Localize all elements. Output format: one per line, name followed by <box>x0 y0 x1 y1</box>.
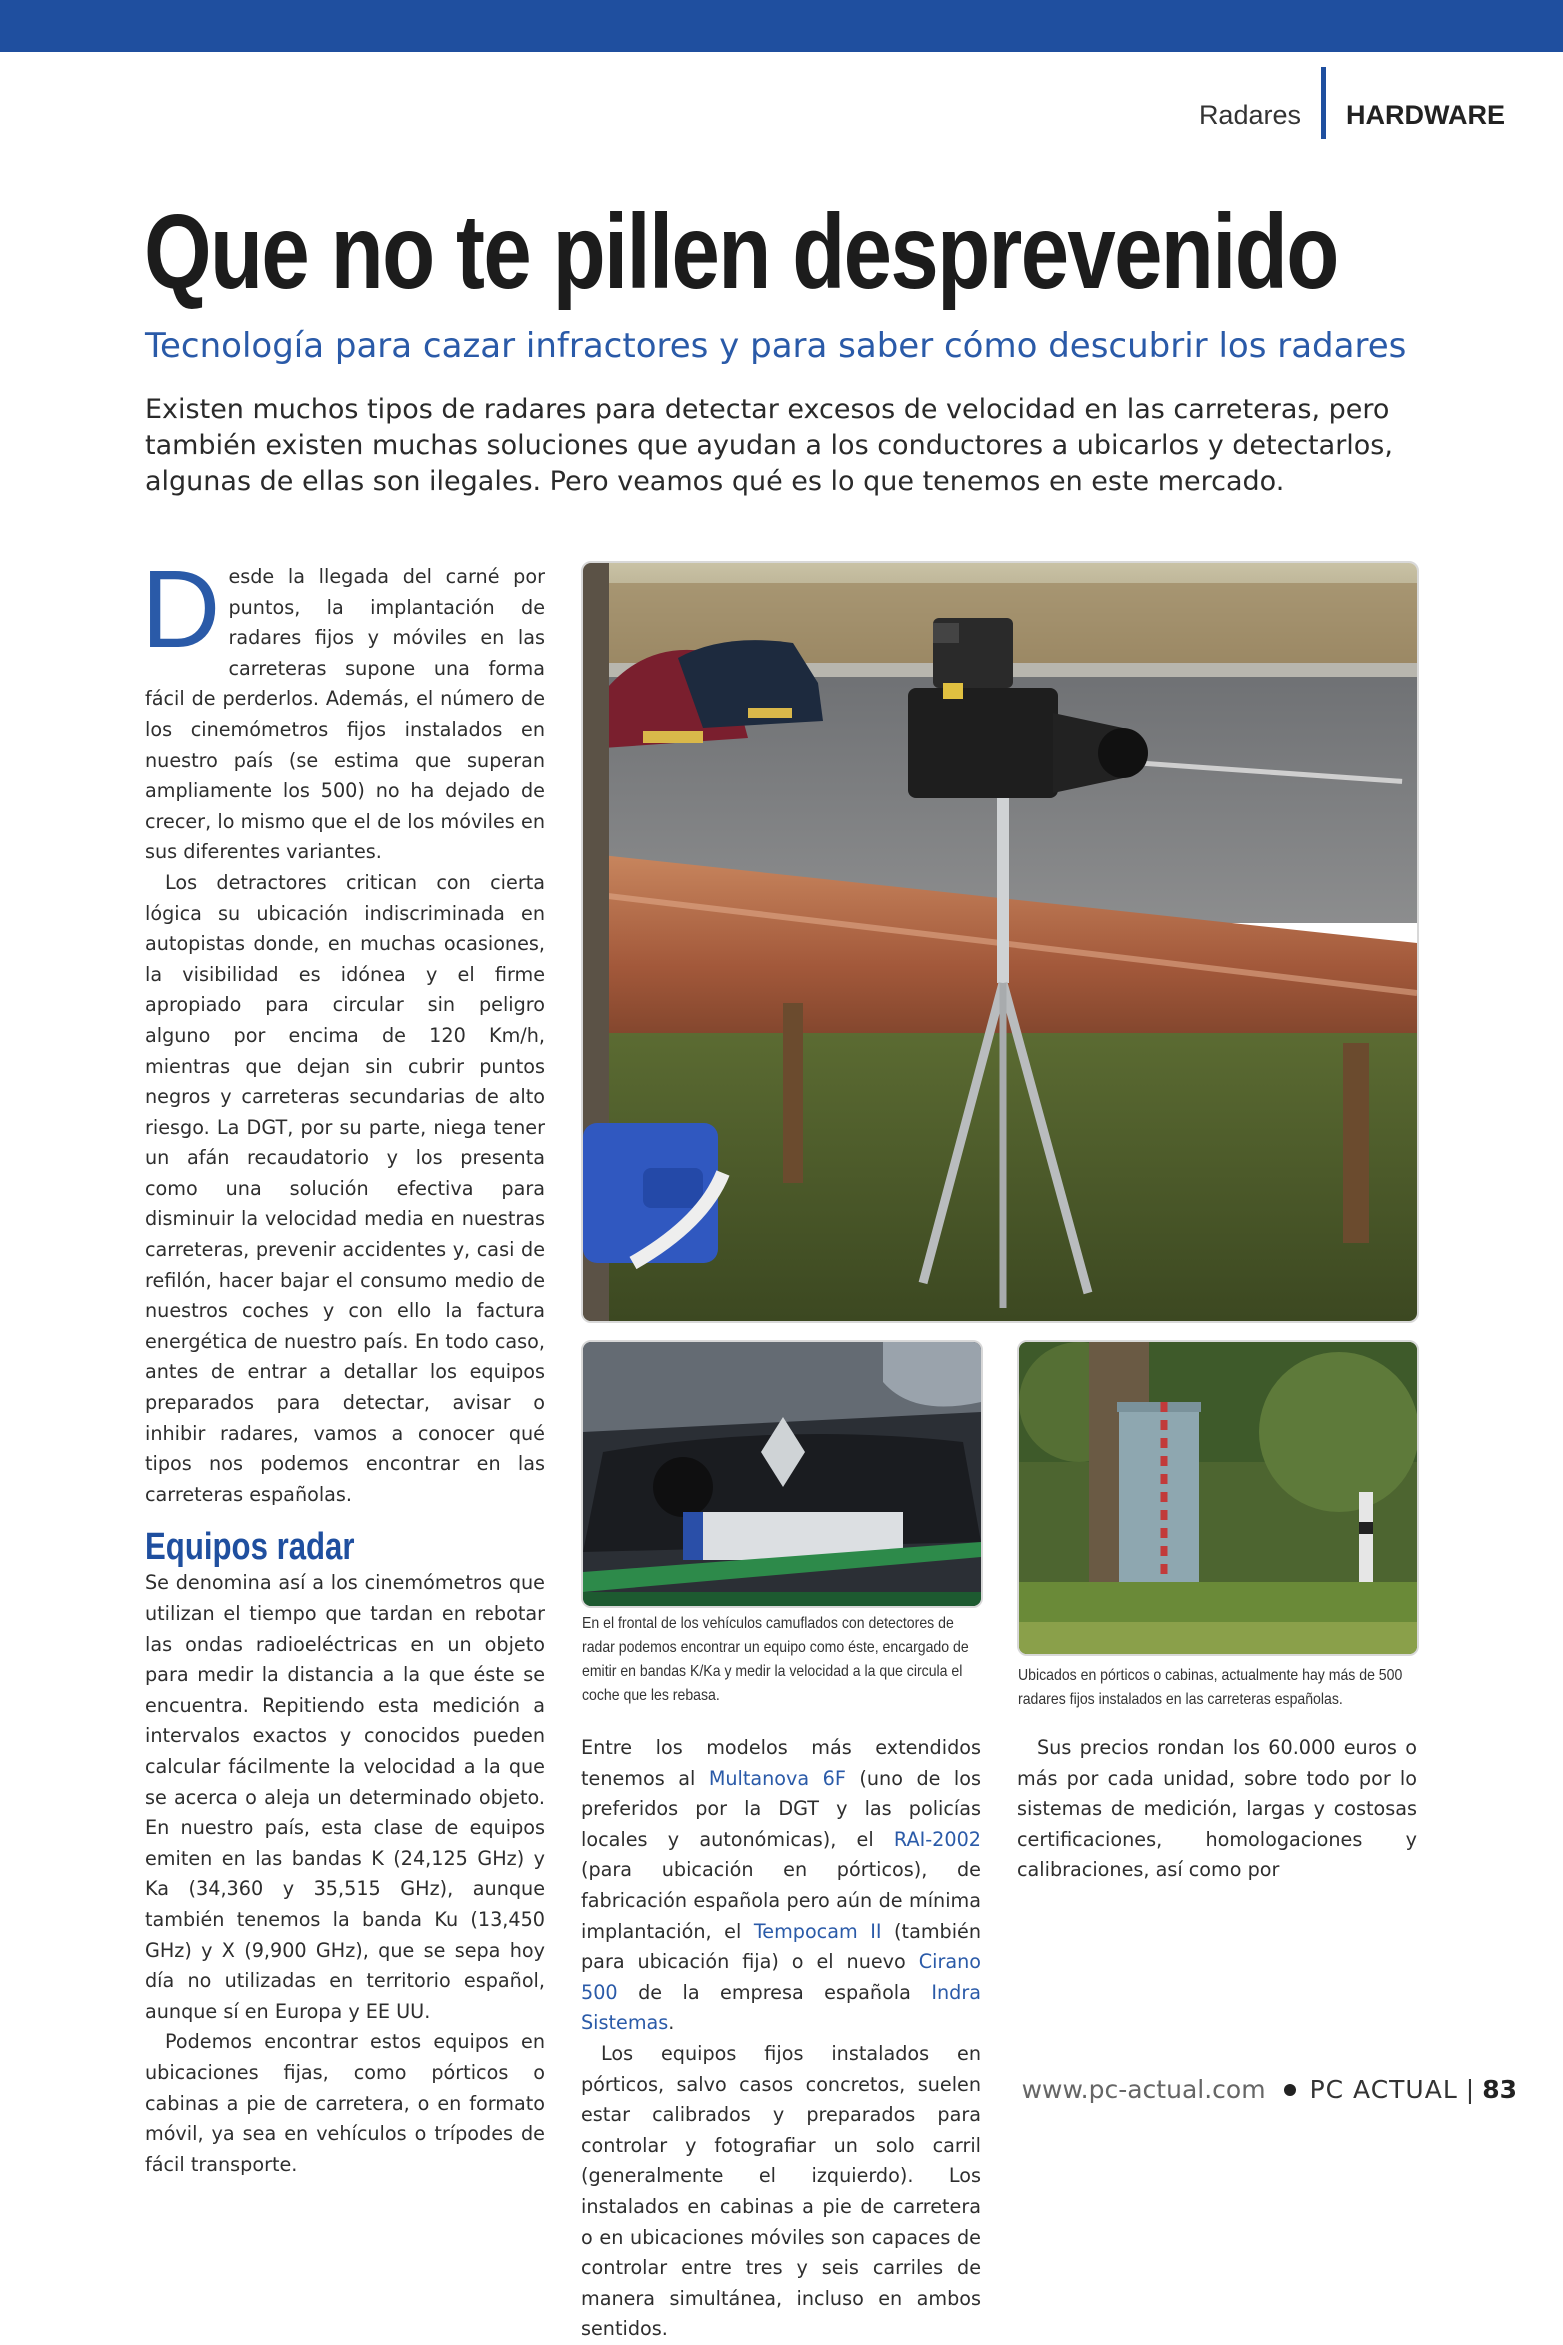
article-subtitle: Tecnología para cazar infractores y para saber cómo descubrir los radares <box>145 326 1407 366</box>
caption-car-front: En el frontal de los vehículos camuflados con detectores de radar podemos encontrar un equipo como éste, encargado de emitir en bandas K/Ka y medir la velocidad a la que circula el coche que les rebasa. <box>582 1615 969 1704</box>
link-multanova[interactable]: Multanova 6F <box>708 1766 846 1790</box>
photo-tripod-radar <box>581 561 1419 1323</box>
section-heading-equipos-radar: Equipos radar <box>145 1526 355 1569</box>
paragraph-definition: Se denomina así a los cinemómetros que utilizan el tiempo que tardan en rebotar las ondas radioeléctricas en un objeto para medir la distancia a la que éste se encuentra. Repitiendo esta medición a intervalos exactos y conocidos pueden calcular fácilmente la velocidad a la que se acerca o aleja un determinado objeto. En nuestro país, esta clase de equipos emiten en las bandas K (24,125 GHz) y Ka (34,360 y 35,515 GHz), aunque también tenemos la banda Ku (13,450 GHz) y X (9,900 GHz), que se sepa hoy día no utilizadas en territorio español, aunque sí en Europa y EE UU. <box>145 1571 545 2023</box>
models-text-3: (para ubicación en pórticos), de fabricación española pero aún de mínima implantación, el <box>581 1858 981 1943</box>
drop-cap: D <box>141 548 221 671</box>
photo-car-front <box>581 1340 983 1608</box>
tripod-radar-illustration <box>583 563 1417 1321</box>
text-column-3 <box>1017 1733 1417 1886</box>
text-column-1 <box>141 548 545 2180</box>
page-footer <box>1022 2075 1517 2104</box>
footer-bullet-icon <box>1284 2084 1296 2096</box>
section-header <box>1199 95 1505 135</box>
paragraph-intro <box>141 548 545 868</box>
text-column-2 <box>581 1733 981 2345</box>
link-tempocam[interactable]: Tempocam II <box>753 1919 882 1943</box>
link-rai-2002[interactable]: RAI-2002 <box>893 1827 981 1851</box>
section-name: Radares <box>1198 99 1301 130</box>
caption-radar-cabin: Ubicados en pórticos o cabinas, actualmente hay más de 500 radares fijos instalados en las carreteras españolas. <box>1018 1667 1403 1708</box>
paragraph-prices: Sus precios rondan los 60.000 euros o más por cada unidad, sobre todo por lo sistemas de medición, largas y costosas certificaciones, homologaciones y calibraciones, así como por <box>1017 1736 1417 1882</box>
models-text-6: . <box>668 2011 675 2035</box>
link-cirano[interactable]: Cirano 500 <box>581 1950 981 2004</box>
article-lead: Existen muchos tipos de radares para detectar excesos de velocidad en las carreteras, pero también existen muchas soluciones que ayudan a los conductores a ubicarlos y detectarlos, algunas de ellas son ilegales. Pero veamos qué es lo que tenemos en este mercado. <box>145 394 1393 497</box>
paragraph-intro-text: esde la llegada del carné por puntos, la implantación de radares fijos y móviles en las carreteras supone una forma fácil de perderlos. Además, el número de los cinemómetros fijos instalados en nuestro país (se estima que superan ampliamente los 500) no ha dejado de crecer, lo mismo que el de los móviles en sus diferentes variantes. <box>145 565 545 864</box>
radar-cabin-illustration <box>1019 1342 1417 1654</box>
models-text-5: de la empresa española <box>617 1980 932 2004</box>
models-text-2: (uno de los preferidos por la DGT y las policías locales y autonómicas), el <box>581 1766 981 1851</box>
footer-magazine: PC ACTUAL <box>1309 2075 1458 2104</box>
section-category: HARDWARE <box>1346 99 1505 130</box>
paragraph-critics: Los detractores critican con cierta lógica su ubicación indiscriminada en autopistas donde, en muchas ocasiones, la visibilidad es idónea y el firme apropiado para circular sin peligro alguno por encima de 120 Km/h, mientras que dejan sin cubrir puntos negros y carreteras secundarias de alto riesgo. La DGT, por su parte, niega tener un afán recaudatorio y los presenta como una solución efectiva para disminuir la velocidad media en nuestras carreteras, prevenir accidentes y, casi de refilón, hacer bajar el consumo medio de nuestros coches y con ello la factura energética de nuestro país. En todo caso, antes de entrar a detallar los equipos preparados para detectar, avisar o inhibir radares, vamos a conocer qué tipos nos podemos encontrar en las carreteras españolas. <box>145 870 545 1506</box>
top-color-bar <box>0 0 1563 52</box>
article-title: Que no te pillen desprevenido <box>144 193 1338 311</box>
photo-radar-cabin <box>1017 1340 1419 1656</box>
car-front-illustration <box>583 1342 981 1606</box>
page-number: 83 <box>1482 2075 1517 2104</box>
link-indra[interactable]: Indra Sistemas <box>581 1980 981 2035</box>
footer-separator: | <box>1465 2075 1475 2104</box>
models-text-1: Entre los modelos más extendidos tenemos al <box>581 1736 981 1790</box>
paragraph-locations: Podemos encontrar estos equipos en ubicaciones fijas, como pórticos o cabinas a pie de carretera, o en formato móvil, ya sea en vehículos o trípodes de fácil transporte. <box>145 2030 545 2176</box>
footer-url[interactable]: www.pc-actual.com <box>1021 2075 1266 2104</box>
section-divider <box>1321 67 1326 139</box>
paragraph-models <box>581 1733 981 2039</box>
models-text-4: (también para ubicación fija) o el nuevo <box>581 1919 981 1974</box>
paragraph-fixed-equipment: Los equipos fijos instalados en pórticos, salvo casos concretos, suelen estar calibrados y preparados para controlar y fotografiar un solo carril (generalmente el izquierdo). Los instalados en cabinas a pie de carretera o en ubicaciones móviles son capaces de controlar entre tres y seis carriles de manera simultánea, incluso en ambos sentidos. <box>581 2041 981 2341</box>
